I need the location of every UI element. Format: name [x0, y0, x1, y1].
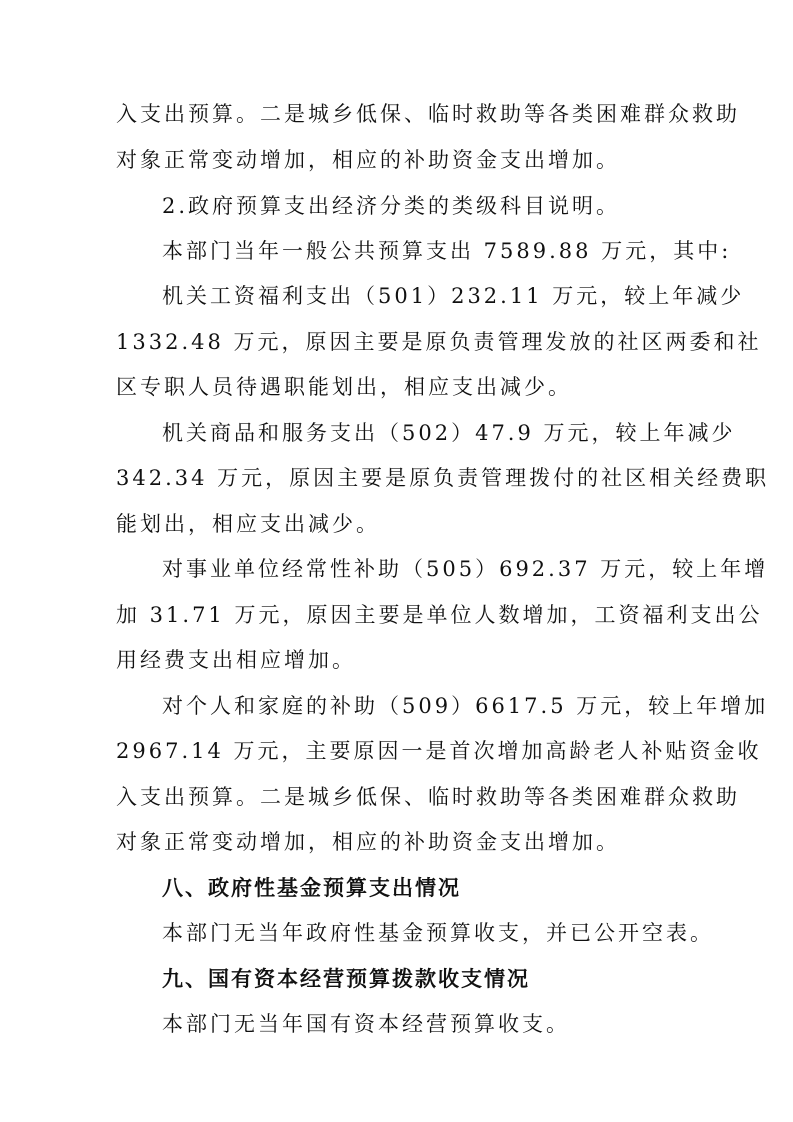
paragraph-line: 区专职人员待遇职能划出，相应支出减少。 — [116, 375, 572, 399]
paragraph-line: 机关商品和服务支出（502）47.9 万元，较上年减少 — [162, 421, 736, 445]
paragraph-line: 入支出预算。二是城乡低保、临时救助等各类困难群众救助 — [116, 785, 740, 809]
section-heading: 九、国有资本经营预算拨款收支情况 — [162, 967, 530, 991]
paragraph-line: 用经费支出相应增加。 — [116, 648, 356, 672]
paragraph-line: 对象正常变动增加，相应的补助资金支出增加。 — [116, 148, 620, 172]
paragraph-line: 对个人和家庭的补助（509）6617.5 万元，较上年增加 — [162, 694, 769, 718]
paragraph-line: 1332.48 万元，原因主要是原负责管理发放的社区两委和社 — [116, 330, 762, 354]
paragraph-line: 2967.14 万元，主要原因一是首次增加高龄老人补贴资金收 — [116, 739, 762, 763]
section-heading: 八、政府性基金预算支出情况 — [162, 876, 461, 900]
paragraph-line: 342.34 万元，原因主要是原负责管理拨付的社区相关经费职 — [116, 466, 770, 490]
paragraph-line: 本部门当年一般公共预算支出 7589.88 万元，其中: — [162, 239, 732, 263]
paragraph-line: 机关工资福利支出（501）232.11 万元，较上年减少 — [162, 284, 745, 308]
paragraph-line: 本部门无当年政府性基金预算收支，并已公开空表。 — [162, 921, 714, 945]
paragraph-line: 本部门无当年国有资本经营预算收支。 — [162, 1012, 570, 1036]
paragraph-line: 加 31.71 万元，原因主要是单位人数增加，工资福利支出公 — [116, 603, 763, 627]
paragraph-line: 能划出，相应支出减少。 — [116, 512, 380, 536]
paragraph-line: 入支出预算。二是城乡低保、临时救助等各类困难群众救助 — [116, 102, 740, 126]
paragraph-line: 对象正常变动增加，相应的补助资金支出增加。 — [116, 830, 620, 854]
paragraph-line: 2.政府预算支出经济分类的类级科目说明。 — [162, 194, 621, 218]
paragraph-line: 对事业单位经常性补助（505）692.37 万元，较上年增 — [162, 557, 769, 581]
